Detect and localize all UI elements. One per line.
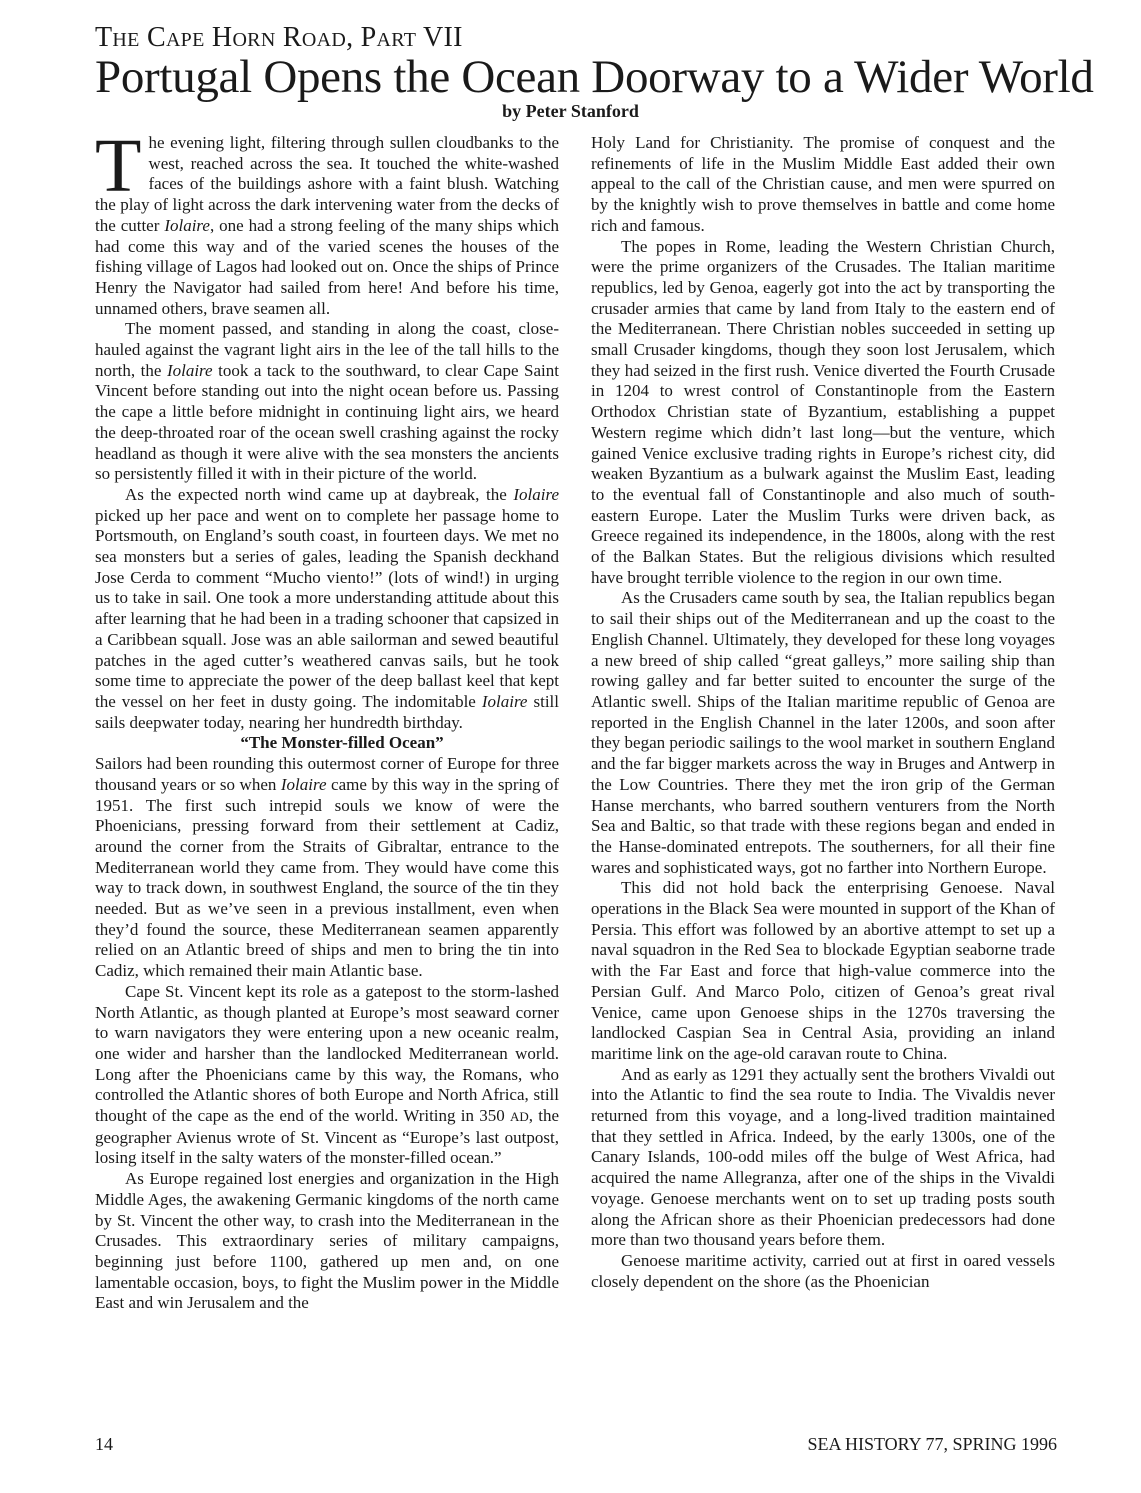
article-title: Portugal Opens the Ocean Doorway to a Wider World xyxy=(95,51,1094,103)
paragraph-text: Sailors had been rounding this outermost corner of Europe for three thousand years or so when xyxy=(95,754,559,794)
right-column xyxy=(591,133,1055,1292)
ship-name: Iolaire xyxy=(164,215,210,235)
drop-cap: T xyxy=(95,124,142,208)
paragraph-text: Cape St. Vincent kept its role as a gatepost to the storm-lashed North Atlantic, as though planted at Europe’s most seaward corner to warn navigators they were entering upon a new oceanic realm, one wider and harsher than the landlocked Mediterranean world. Long after the Phoenicians came by this way, the Romans, who controlled the Atlantic shores of both Europe and North Africa, still thought of the cape as the end of the world. Writing in 350 xyxy=(95,981,559,1126)
left-column xyxy=(95,124,559,1314)
paragraph xyxy=(95,982,559,1169)
paragraph xyxy=(95,124,559,319)
ship-name: Iolaire xyxy=(280,774,327,794)
paragraph: As Europe regained lost energies and organization in the High Middle Ages, the awakening Germanic kingdoms of the north came by St. Vincent the other way, to crash into the Mediterranean in the Crusades. This extraordinary series of military campaigns, beginning just before 1100, gathered up men and, on one lamentable occasion, boys, to fight the Muslim power in the Middle East and win Jerusalem and the xyxy=(95,1169,559,1313)
section-subhead: “The Monster-filled Ocean” xyxy=(240,733,444,753)
paragraph: Genoese maritime activity, carried out at first in oared vessels closely dependent on the shore (as the Phoenician xyxy=(591,1250,1055,1291)
paragraph: Holy Land for Christianity. The promise of conquest and the refinements of life in the Muslim Middle East added their own appeal to the call of the Christian cause, and men were spurred on by the knightly wish to prove themselves in battle and come home rich and famous. xyxy=(591,133,1055,235)
byline: by Peter Stanford xyxy=(502,101,639,121)
paragraph: The popes in Rome, leading the Western Christian Church, were the prime organizers of the Crusades. The Italian maritime republics, led by Genoa, eagerly got into the act by transporting the crusader armies that came by land from Italy to the eastern end of the Mediterranean. There Christian nobles succeeded in setting up small Crusader kingdoms, though they soon lost Jerusalem, which they had seized in the first rush. Venice diverted the Fourth Crusade in 1204 to wrest control of Constantinople from the Eastern Orthodox Christian state of Byzantium, establishing a puppet Western regime which didn’t last long—but the venture, which gained Venice exclusive trading rights in Europe’s richest city, did weaken Byzantium as a bulwark against the Muslim East, leading to the eventual fall of Constantinople and also much of south-eastern Europe. Later the Muslim Turks were driven back, as Greece regained its independence, in the 1800s, along with the rest of the Balkan States. But the religious divisions which resulted have brought terrible violence to the region in our own time. xyxy=(591,236,1055,587)
page-number: 14 xyxy=(95,1434,113,1454)
ship-name: Iolaire xyxy=(166,360,213,380)
publication-info: SEA HISTORY 77, SPRING 1996 xyxy=(807,1434,1057,1454)
paragraph: This did not hold back the enterprising Genoese. Naval operations in the Black Sea were mounted in support of the Khan of Persia. This effort was followed by an abortive attempt to set up a naval squadron in the Red Sea to blockade Egyptian seaborne trade with the Far East and force that high-value commerce into the Persian Gulf. And Marco Polo, citizen of Genoa’s great rival Venice, came upon Genoese ships in the 1270s traversing the landlocked Caspian Sea in Central Asia, providing an inland maritime link on the age-old caravan route to China. xyxy=(591,878,1055,1063)
paragraph-text: , one had a strong feeling of the many ships which had come this way and of the varied scenes the houses of the fishing village of Lagos had looked out on. Once the ships of Prince Henry the Navigator had sailed from here! And before his time, unnamed others, brave seamen all. xyxy=(95,215,559,318)
ship-name: Iolaire xyxy=(481,691,528,711)
paragraph-text: took a tack to the southward, to clear Cape Saint Vincent before standing out into the night ocean before us. Passing the cape a little before midnight in continuing light airs, we heard the deep-throated roar of the ocean swell crashing against the rocky headland as though it were alive with the sea monsters the ancients so persistently filled it with in their picture of the world. xyxy=(95,360,559,484)
paragraph-text: he evening light, filtering through sullen cloudbanks to the west, reached across the sea. It touched the white-washed faces of the buildings ashore with a faint blush. Watching the play of light across the dark intervening water from the decks of the cutter xyxy=(95,133,559,235)
paragraph: And as early as 1291 they actually sent the brothers Vivaldi out into the Atlantic to find the sea route to India. The Vivaldis never returned from this voyage, and a long-lived tradition maintained that they settled in Africa. Indeed, by the early 1300s, one of the Canary Islands, 100-odd miles off the bulge of West Africa, had acquired the name Allegranza, after one of the ships in the Vivaldi voyage. Genoese merchants went on to set up trading posts south along the African shore as their Phoenician predecessors had done more than two thousand years before them. xyxy=(591,1064,1055,1250)
paragraph: As the Crusaders came south by sea, the Italian republics began to sail their ships out of the Mediterranean and up the coast to the English Channel. Ultimately, they developed for these long voyages a new breed of ship called “great galleys,” more sailing ship than rowing galley and far better suited to encounter the surge of the Atlantic swell. Ships of the Italian maritime republic of Genoa are reported in the English Channel in the later 1200s, and soon after they began periodic sailings to the wool market in southern England and the far bigger markets across the way in Bruges and Antwerp in the Low Countries. There they met the iron grip of the German Hanse merchants, who barred southern venturers from the North Sea and Baltic, so that trade with these regions began and ended in the Hanse-dominated entrepots. The southerners, for all their fine wares and sophisticated ways, got no farther into Northern Europe. xyxy=(591,588,1055,877)
era-abbrev: AD xyxy=(509,1109,529,1125)
paragraph xyxy=(95,754,559,982)
paragraph-text: The moment passed, and standing in along the coast, close-hauled against the vagrant light airs in the lee of the tall hills to the north, the xyxy=(95,319,559,380)
paragraph-text: still sails deepwater today, nearing her hundredth birthday. xyxy=(95,691,559,732)
ship-name: Iolaire xyxy=(513,484,559,504)
series-title: The Cape Horn Road, Part VII xyxy=(95,22,463,53)
paragraph xyxy=(95,485,559,733)
paragraph xyxy=(95,319,559,485)
paragraph-text: As the expected north wind came up at daybreak, the xyxy=(125,484,514,504)
paragraph-text: came by this way in the spring of 1951. The first such intrepid souls we know of were the Phoenicians, pressing forward from their settlement at Cadiz, around the corner from the Straits of Gibraltar, entrance to the Mediterranean world they came from. They would have come this way to track down, in southwest England, the source of the tin they needed. But as we’ve seen in a previous installment, even when they’d found the source, these Mediterranean seamen apparently relied on an Atlantic breed of ships and men to bring the tin into Cadiz, which remained their main Atlantic base. xyxy=(95,774,559,981)
paragraph-text: , the geographer Avienus wrote of St. Vincent as “Europe’s last outpost, losing itself in the salty waters of the monster-filled ocean.” xyxy=(95,1106,559,1168)
paragraph-text: picked up her pace and went on to complete her passage home to Portsmouth, on England’s south coast, in fourteen days. We met no sea monsters but a series of gales, leading the Spanish deckhand Jose Cerda to comment “Mucho viento!” (lots of wind!) in urging us to take in sail. One took a more understanding attitude about this after learning that he had been in a trading schooner that capsized in a Caribbean squall. Jose was an able sailorman and sewed beautiful patches in the aged cutter’s weathered canvas sails, but he took some time to appreciate the power of the deep ballast keel that kept the vessel on her feet in dusty going. The indomitable xyxy=(95,505,559,711)
